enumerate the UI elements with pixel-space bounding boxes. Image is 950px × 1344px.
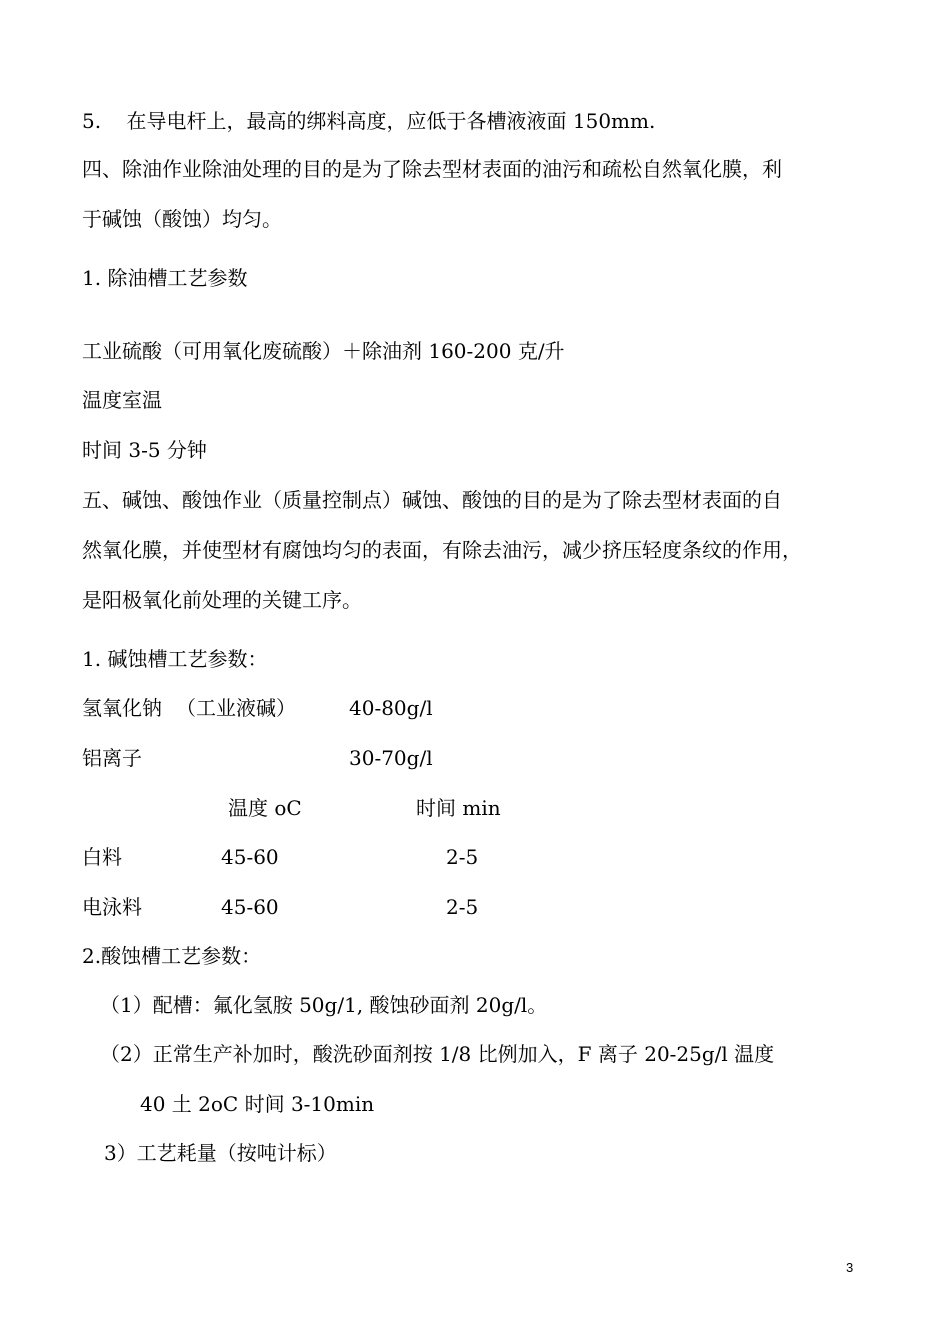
alkali-row-2-value: 30-70g/l (349, 746, 433, 770)
section-4-line-1: 四、除油作业除油处理的目的是为了除去型材表面的油污和疏松自然氧化膜，利 (82, 157, 782, 181)
section-5-line-3: 是阳极氧化前处理的关键工序。 (82, 588, 362, 612)
item-5: 5. 在导电杆上，最高的绑料高度，应低于各槽液液面 150mm. (82, 109, 656, 133)
alkali-row-1-value: 40-80g/l (349, 696, 433, 720)
acid-item-2-continued: 40 土 2oC 时间 3-10min (140, 1092, 375, 1116)
degrease-recipe: 工业硫酸（可用氧化废硫酸）＋除油剂 160-200 克/升 (82, 339, 565, 363)
temp-row-1-time: 2-5 (446, 845, 479, 869)
temp-row-1-temp: 45-60 (221, 845, 279, 869)
temp-row-2-name: 电泳料 (82, 895, 142, 919)
section-4-subheading: 1. 除油槽工艺参数 (82, 266, 248, 290)
temp-row-2-temp: 45-60 (221, 895, 279, 919)
section-5-line-2: 然氧化膜，并使型材有腐蚀均匀的表面，有除去油污，减少挤压轻度条纹的作用， (82, 538, 802, 562)
temp-row-1-name: 白料 (82, 845, 122, 869)
section-5-subheading-1: 1. 碱蚀槽工艺参数： (82, 647, 268, 671)
section-4-line-2: 于碱蚀（酸蚀）均匀。 (82, 207, 282, 231)
alkali-row-1-note: （工业液碱） (176, 696, 296, 720)
alkali-row-2-name: 铝离子 (82, 746, 142, 770)
degrease-temperature: 温度室温 (82, 388, 162, 412)
acid-item-2: （2）正常生产补加时，酸洗砂面剂按 1/8 比例加入，F 离子 20-25g/l 温度 (100, 1042, 775, 1066)
degrease-time: 时间 3-5 分钟 (82, 438, 207, 462)
acid-item-3: 3）工艺耗量（按吨计标） (104, 1141, 337, 1165)
temp-row-2-time: 2-5 (446, 895, 479, 919)
alkali-row-1-name: 氢氧化钠 (82, 696, 162, 720)
temp-header: 温度 oC (228, 796, 302, 820)
time-header: 时间 min (416, 796, 501, 820)
acid-item-1: （1）配槽：氟化氢胺 50g/1, 酸蚀砂面剂 20g/l。 (100, 993, 548, 1017)
section-5-subheading-2: 2.酸蚀槽工艺参数： (82, 944, 262, 968)
section-5-line-1: 五、碱蚀、酸蚀作业（质量控制点）碱蚀、酸蚀的目的是为了除去型材表面的自 (82, 488, 782, 512)
page-number: 3 (846, 1260, 854, 1275)
